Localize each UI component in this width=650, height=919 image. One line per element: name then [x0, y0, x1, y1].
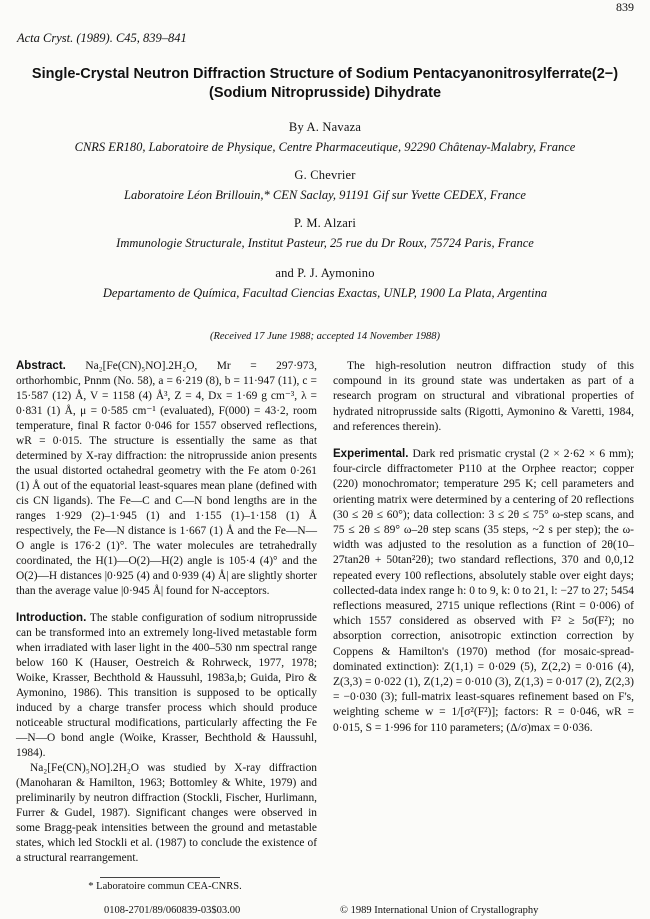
author-3: P. M. Alzari	[293, 216, 357, 230]
left-column	[16, 359, 317, 866]
title-line-1: Single-Crystal Neutron Diffraction Structure of Sodium Pentacyanonitrosylferrate(2−)	[31, 66, 619, 82]
footnote-rule	[100, 877, 220, 878]
introduction	[16, 611, 317, 761]
abstract	[16, 359, 317, 599]
affiliation-2: Laboratoire Léon Brillouin,* CEN Saclay, 91191 Gif sur Yvette CEDEX, France	[124, 188, 526, 202]
article-title	[0, 65, 650, 103]
page-number: 839	[616, 0, 634, 14]
received-dates: (Received 17 June 1988; accepted 14 November 1988)	[209, 331, 441, 342]
author-1: By A. Navaza	[288, 120, 362, 134]
author-4: and P. J. Aymonino	[275, 266, 375, 280]
abstract-text: Na₂[Fe(CN)₅NO].2H₂O, Mr = 297·973, orthorhombic, Pnnm (No. 58), a = 6·219 (8), b = 11·947 (11), c = 15·587 (12) Å, V = 1158 (4) Å³, Z = 4, Dx = 1·69 g cm⁻³, λ = 0·831 (1) Å, μ = 0·585 cm⁻¹ (evaluated), F(000) = 43·2, room temperature, final R factor 0·046 for 1557 observed reflections, wR = 0·015. The structure is essentially the same as that determined by X-ray diffraction: the nitroprusside anion presents the usual distorted octahedral geometry with the Fe atom 0·261 (1) Å out of the equatorial least-squares mean plane (defined with cis CN ligands). The Fe—C and C—N bond lengths are in the ranges 1·929 (2)–1·945 (1) and 1·155 (1)–1·158 (1) Å respectively, the Fe—N distance is 1·667 (1) Å and the Fe—N—O angle is 176·2 (1)°. The water molecules are tetrahedrally coordinated, the H(1)—O(2)—H(2) angle is 105·4 (4)° and the O(2)—H distances |0·925 (4) and 0·939 (4) Å| are slightly shorter than the average value |0·945 Å| found for N-acceptors.	[16, 360, 317, 597]
author-2: G. Chevrier	[294, 168, 356, 182]
introduction-paragraph-1: The stable configuration of sodium nitroprusside can be transformed into an extremely long-lived metastable form when irradiated with laser light in the 400–530 nm spectral range below 160 K (Hauser, Oestreich & Rohrweck, 1977, 1978; Woike, Krasser, Bechthold & Haussuhl, 1983a,b; Guida, Piro & Aymonino, 1986). This transition is supposed to be optically induced by a charge transfer process which should produce noticeable structural modifications, particularly affecting the Fe—N—O bond angle (Woike, Krasser, Bechthold & Haussuhl, 1984).	[16, 612, 317, 759]
introduction-heading: Introduction.	[16, 612, 87, 624]
introduction-paragraph-2: Na₂[Fe(CN)₅NO].2H₂O was studied by X-ray diffraction (Manoharan & Hamilton, 1963; Bottomley & White, 1979) and preliminarily by neutron diffraction (Stockli, Fischer, Hurlimann, Furrer & Gudel, 1987). Significant changes were observed in some Bragg-peak intensities between the ground and metastable states, which led Stockli et al. (1987) to conclude the existence of a structural rearrangement.	[16, 762, 317, 864]
footnote: * Laboratoire commun CEA-CNRS.	[88, 881, 242, 892]
title-line-2: (Sodium Nitroprusside) Dihydrate	[208, 85, 442, 101]
article-code: 0108-2701/89/060839-03$03.00	[104, 905, 241, 916]
affiliation-4: Departamento de Química, Facultad Ciencias Exactas, UNLP, 1900 La Plata, Argentina	[102, 286, 548, 300]
right-column	[333, 359, 634, 736]
affiliation-1: CNRS ER180, Laboratoire de Physique, Centre Pharmaceutique, 92290 Châtenay-Malabry, France	[74, 140, 576, 154]
affiliation-3: Immunologie Structurale, Institut Pasteur, 25 rue du Dr Roux, 75724 Paris, France	[116, 236, 534, 250]
experimental-text: Dark red prismatic crystal (2 × 2·62 × 6 mm); four-circle diffractometer P110 at the Orphee reactor; copper (220) monochromator; temperature 295 K; cell parameters and orienting matrix were determined by a centering of 20 reflections (30 ≤ 2θ ≤ 60°); data collection: 3 ≤ 2θ ≤ 75° ω-step scans, and 75 ≤ 2θ ≤ 89° ω–2θ step scans (35 steps, ~2 s per step); the ω-width was adjusted to the resolution as a function of 2θ(10–27tan2θ + 50tan²2θ); two standard reflections, 370 and 0,0,12 repeated every 100 reflections, absolutely stable over eight days; collected-data index range h: 0 to 9, k: 0 to 21, l: −27 to 27; 5454 reflections measured, 2715 unique reflections (Rint = 0·006) of which 1557 considered as observed with F² ≥ 5σ(F²); no absorption correction, anisotropic extinction correction by Coppens & Hamilton's (1970) method (for mosaic-spread-dominated extinction): Z(1,1) = 0·029 (5), Z(2,2) = 0·016 (4), Z(3,3) = 0·022 (1), Z(1,2) = 0·010 (3), Z(1,3) = 0·017 (2), Z(2,3) = −0·030 (3); full-matrix least-squares refinement based on F's, weighting scheme w = 1/[σ²(F²)]; factors: R = 0·046, wR = 0·015, S = 1·996 for 110 parameters; (Δ/σ)max = 0·036.	[333, 448, 634, 734]
experimental-heading: Experimental.	[333, 448, 409, 461]
copyright: © 1989 International Union of Crystallography	[340, 905, 539, 916]
experimental	[333, 447, 634, 736]
introduction-paragraph-3: The high-resolution neutron diffraction study of this compound in its ground state was undertaken as part of a research program on structural and vibrational properties of hydrated nitroprusside salts (Rigotti, Aymonino & Varetti, 1984, and references therein).	[333, 360, 634, 433]
journal-reference: Acta Cryst. (1989). C45, 839–841	[17, 31, 187, 45]
abstract-heading: Abstract.	[16, 360, 66, 372]
